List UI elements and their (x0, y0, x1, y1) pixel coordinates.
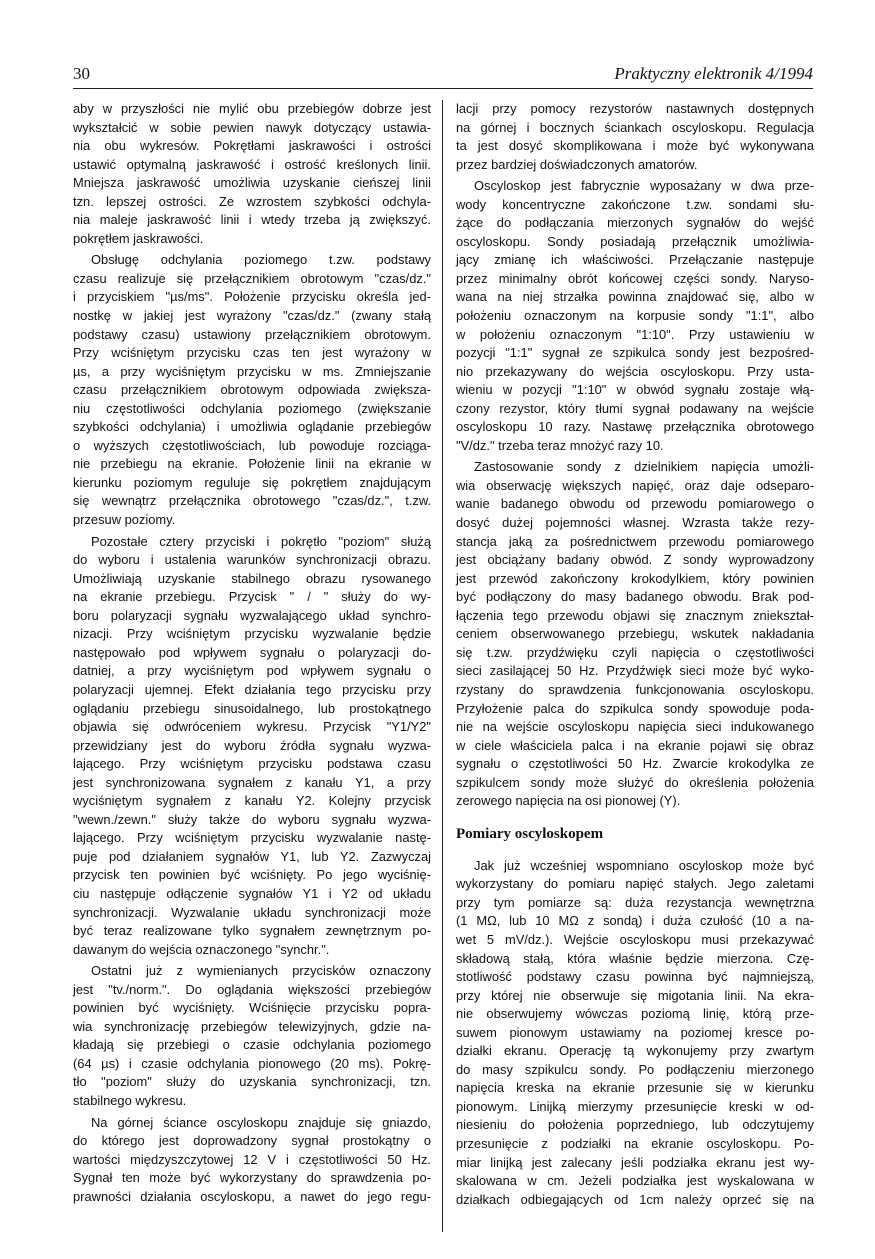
text-line: wykorzystany do pomiaru napięć stałych. Jego zaletami (456, 876, 814, 892)
text-line: Ostatni już z wymienianych przycisków oznaczony (91, 963, 431, 979)
text-line: Przy wciśniętym przycisku czas ten jest wyrażony w (73, 345, 431, 361)
paragraph (456, 458, 814, 810)
text-line: do którego jest doprowadzony sygnał prostokątny o (73, 1133, 431, 1149)
right-column (456, 100, 814, 1212)
text-line: działki ekranu. Operację tą wykonujemy przy zwartym (456, 1043, 814, 1059)
text-line: nie na wejście oscyloskopu napięcia sieci indukowanego (456, 719, 814, 735)
text-line: składową stałą, która właśnie będzie mierzona. Czę- (456, 950, 814, 966)
paragraph (73, 1114, 431, 1207)
text-line: tzn. lepszej ostrości. Ze wzrostem szybkości odchyla- (73, 193, 431, 209)
text-line: wyciśniętym sygnałem z kanału Y2. Kolejny przycisk (73, 793, 431, 809)
text-line: przesuw poziomy. (73, 512, 176, 528)
paragraph (456, 100, 814, 174)
text-line: i przyciskiem "µs/ms". Położenie przycisku określa jed- (73, 289, 431, 305)
text-line: suwem pionowym ustawiamy na poziomej kresce po- (456, 1024, 814, 1040)
text-line: oglądaniu przebiegu sinusoidalnego, lub prostokątnego (73, 700, 431, 716)
text-line: przycisk ten powinien być wciśnięty. Po jego wyciśnię- (73, 867, 431, 883)
text-line: położeniu oznaczonym na korpusie sondy "1:1", albo (456, 308, 814, 324)
text-line: stotliwość podstawy czasu powinna być najmniejszą, (456, 969, 814, 985)
text-line: czasu przełącznikiem obrotowym odpowiada zwiększa- (73, 382, 431, 398)
text-line: pozycji "1:1" sygnał ze szpikulca sondy jest bezpośred- (456, 345, 814, 361)
text-line: do masy szpikulcu sondy. Po podłączeniu mierzonego (456, 1061, 814, 1077)
text-line: tło "poziom" służy do uzyskania synchronizacji, tzn. (73, 1074, 431, 1090)
text-line: miar linijką jest zalecany jeśli podziałka ekranu jest wy- (456, 1154, 814, 1170)
text-line: aby w przyszłości nie mylić obu przebiegów dobrze jest (73, 101, 431, 116)
text-line: szpikulcem sondy może służyć do określenia położenia (456, 774, 814, 790)
paragraph (73, 962, 431, 1110)
text-line: Obsługę odchylania poziomego t.zw. podstawy (91, 252, 431, 268)
text-line: jest przewód zakończony krokodylkiem, który powinien (456, 570, 814, 586)
text-line: kładają się przebiegi o czasie odchylania poziomego (73, 1037, 431, 1053)
text-line: w ciele właściciela palca i na ekranie pojawi się obraz (456, 737, 814, 753)
text-line: jący zmianę ich właściwości. Przełączanie następuje (456, 252, 814, 268)
paragraph (73, 533, 431, 960)
text-line: Oscyloskop jest fabrycznie wyposażany w dwa prze- (474, 178, 814, 194)
text-line: przez minimalny obrót końcowej części sondy. Naryso- (456, 270, 814, 286)
text-line: niesieniu do położenia poprzedniego, lub odczytujemy (456, 1117, 814, 1133)
text-line: w położeniu oznaczonym "1:10". Przy ustawieniu w (456, 326, 814, 342)
text-line: o wyższych częstotliwościach, lub powoduje rozciąga- (73, 437, 431, 453)
text-line: się t.zw. przydźwięku czyli napięcia o częstotliwości (456, 644, 814, 660)
text-line: nia maleje jaskrawość linii i wtedy trzeba ją zwiększyć. (73, 212, 431, 228)
text-line: ustawić optymalną jaskrawość i ostrość kreślonych linii. (73, 156, 431, 172)
text-line: wet 5 mV/dz.). Wejście oscyloskopu musi przekazywać (456, 931, 814, 947)
text-line: wanie badanego obwodu od przewodu pomiarowego o (456, 496, 814, 512)
text-line: przy tym pomiarze są: duża rezystancja wewnętrzna (456, 894, 814, 910)
text-line: Umożliwiają uzyskanie stabilnego obrazu rysowanego (73, 570, 431, 586)
text-line: być teraz realizowane tylko sygnałem zewnętrznym po- (73, 923, 431, 939)
text-line: dawanym do wejścia oznaczonego "synchr.". (73, 941, 330, 957)
text-line: napięcia kreska na ekranie przesunie się w kierunku (456, 1080, 814, 1096)
text-line: na ekranie przebiegu. Przycisk " / " służy do wy- (73, 589, 431, 605)
text-line: żące do podłączania mierzonych sygnałów do wejść (456, 215, 814, 231)
text-line: nie obserwujemy wówczas poziomą linię, którą prze- (456, 1006, 814, 1022)
journal-title: Praktyczny elektronik 4/1994 (614, 64, 813, 83)
text-line: czony rezystor, który tłumi sygnał podawany na wejście (456, 400, 814, 416)
text-line: pokrętłem jaskrawości. (73, 230, 204, 246)
paragraph (73, 251, 431, 529)
text-line: nio przekazywany do wejścia oscyloskopu. Przy usta- (456, 363, 814, 379)
text-line: Sygnał ten może być wykorzystany do sprawdzenia po- (73, 1170, 431, 1186)
text-line: Pozostałe cztery przyciski i pokrętło "poziom" służą (91, 533, 431, 549)
page-number: 30 (73, 64, 90, 83)
text-line: stabilnego wykresu. (73, 1092, 187, 1108)
column-divider (442, 100, 443, 1232)
text-line: lającego. Przy wciśniętym przycisku podstawa czasu (73, 756, 431, 772)
text-line: powinien być wyciśnięty. Wciśnięcie przycisku popra- (73, 1000, 431, 1016)
text-line: wia obserwację większych napięć, oraz daje odseparo- (456, 477, 814, 493)
text-line: łączenia tego przewodu objawi się znacznym zniekształ- (456, 607, 814, 623)
text-line: wieniu w pozycji "1:10" w obwód sygnału zostaje włą- (456, 382, 814, 398)
text-line: jest synchronizowana sygnałem z kanału Y1, a przy (73, 774, 431, 790)
text-line: Na górnej ściance oscyloskopu znajduje się gniazdo, (91, 1114, 431, 1130)
text-line: wia synchronizację przebiegów telewizyjnych, gdzie na- (73, 1018, 431, 1034)
section-heading: Pomiary oscyloskopem (456, 825, 604, 842)
text-line: dosyć dużej pojemności własnej. Wzrasta także rezy- (456, 515, 814, 531)
paragraph (456, 857, 814, 1209)
text-line: stancja jaką za pośrednictwem przewodu pomiarowego (456, 533, 814, 549)
text-line: ta jest dosyć skomplikowana i może być wykonywana (456, 138, 814, 154)
text-line: Zastosowanie sondy z dzielnikiem napięcia umożli- (474, 459, 814, 475)
text-line: zerowego napięcia na osi pionowej (Y). (456, 793, 681, 809)
text-line: na górnej i bocznych ściankach oscyloskopu. Regulacja (456, 119, 814, 135)
text-line: synchronizacji. Wyzwalanie układu synchronizacji może (73, 904, 431, 920)
text-line: nie przebiegu na ekranie. Położenie linii na ekranie w (73, 456, 431, 472)
text-line: "V/dz." trzeba teraz mnożyć razy 10. (456, 437, 664, 453)
text-line: oscyloskopu. Sondy posiadają przełącznik umożliwia- (456, 233, 814, 249)
text-line: lającego. Przy wciśniętym przycisku wyzwalanie nastę- (73, 830, 431, 846)
text-line: ciu następuje odłączenie sygnałów Y1 i Y2 od układu (73, 885, 431, 901)
text-line: działkach odbiegających od 1cm należy oprzeć się na (456, 1191, 814, 1207)
text-line: przy której nie obserwuje się migotania linii. Na ekra- (456, 987, 814, 1003)
text-line: nostkę w jakiej jest wyrażony "czas/dz." (zwany stałą (73, 308, 431, 324)
text-line: do wyboru i ustalenia warunków synchronizacji obrazu. (73, 552, 431, 568)
text-line: polaryzacji ujemnej. Efekt działania tego przycisku przy (73, 681, 431, 697)
text-line: nizacji. Przy wciśniętym przycisku wyzwalanie będzie (73, 626, 431, 642)
paragraph (73, 100, 431, 248)
text-line: oscyloskopu 10 razy. Nastawę przełącznika obrotowego (456, 419, 814, 435)
text-line: prawności działania oscyloskopu, a nawet do jego regu- (73, 1188, 431, 1204)
text-line: sygnału o częstotliwości 50 Hz. Zwarcie krokodylka ze (456, 756, 814, 772)
paragraph (456, 177, 814, 455)
text-line: Przyłożenie palca do szpikulca sondy spowoduje poda- (456, 700, 814, 716)
text-line: wana na niej strzałka powinna znajdować się, albo w (456, 289, 814, 305)
text-line: boru polaryzacji sygnału wyzwalającego układ synchro- (73, 607, 431, 623)
text-line: Mniejsza jaskrawość umożliwia uzyskanie cieńszej linii (73, 175, 431, 191)
text-line: (1 MΩ, lub 10 MΩ z sondą) i duża czułość (10 a na- (456, 913, 814, 929)
text-line: następowało pod wpływem sygnału o polaryzacji do- (73, 644, 431, 660)
text-line: ceniem obserwowanego przebiegu, wskutek nakładania (456, 626, 814, 642)
text-line: puje pod działaniem sygnałów Y1, lub Y2. Zazwyczaj (73, 848, 431, 864)
header-rule (73, 88, 813, 89)
text-line: objawia się odwróceniem wykresu. Przycisk "Y1/Y2" (73, 719, 431, 735)
text-line: niu częstotliwości odchylania poziomego (zwiększanie (73, 400, 431, 416)
text-line: lacji przy pomocy rezystorów nastawnych dostępnych (456, 101, 814, 116)
text-line: datniej, a przy wyciśniętym pod wpływem sygnału o (73, 663, 431, 679)
text-line: nia obu wykresów. Pokrętłami jaskrawości i ostrości (73, 138, 431, 154)
text-line: kierunku poziomym reguluje się pokrętłem znajdującym (73, 474, 431, 490)
text-line: (64 µs) i czasie odchylania pionowego (20 ms). Pokrę- (73, 1055, 431, 1071)
text-line: "wewn./zewn." służy także do wyboru sygnału wyzwa- (73, 811, 431, 827)
text-line: Jak już wcześniej wspomniano oscyloskop może być (474, 857, 814, 873)
text-line: rzystany do sprawdzenia funkcjonowania oscyloskopu. (456, 681, 814, 697)
left-column (73, 100, 431, 1209)
text-line: szybkości odchylania) i umożliwia oglądanie przebiegów (73, 419, 431, 435)
text-line: przez bardziej doświadczonych amatorów. (456, 156, 698, 172)
text-line: się wewnątrz przełącznika obrotowego "czas/dz.", t.zw. (73, 493, 431, 509)
text-line: sieci zasilającej 50 Hz. Przydźwięk sieci może być wyko- (456, 663, 814, 679)
text-line: µs, a przy wyciśniętym przycisku w ms. Zmniejszanie (73, 363, 431, 379)
text-line: jest obciążany badany obwód. Z sondy wyprowadzony (456, 552, 814, 568)
text-line: wartości międzyszczytowej 12 V i częstotliwości 50 Hz. (73, 1151, 431, 1167)
text-line: skalowana w cm. Jeżeli podziałka jest wyskalowana w (456, 1173, 814, 1189)
text-line: być podłączony do masy badanego obwodu. Brak pod- (456, 589, 814, 605)
text-line: podstawy czasu) ustawiony przełącznikiem obrotowym. (73, 326, 431, 342)
text-line: przesunięcie z podziałki na ekranie oscyloskopu. Po- (456, 1135, 814, 1151)
text-line: czasu realizuje się przełącznikiem obrotowym "czas/dz." (73, 270, 431, 286)
text-line: przewidziany jest do wyboru źródła sygnału wyzwa- (73, 737, 431, 753)
text-line: jest "tv./norm.". Do oglądania większości przebiegów (73, 981, 431, 997)
text-line: wykształcić w sobie pewien nawyk dotyczący ustawia- (73, 119, 431, 135)
text-line: wody koncentryczne zakończone t.zw. sondami słu- (456, 196, 814, 212)
text-line: pionowym. Linijką mierzymy przesunięcie kreski w od- (456, 1098, 814, 1114)
